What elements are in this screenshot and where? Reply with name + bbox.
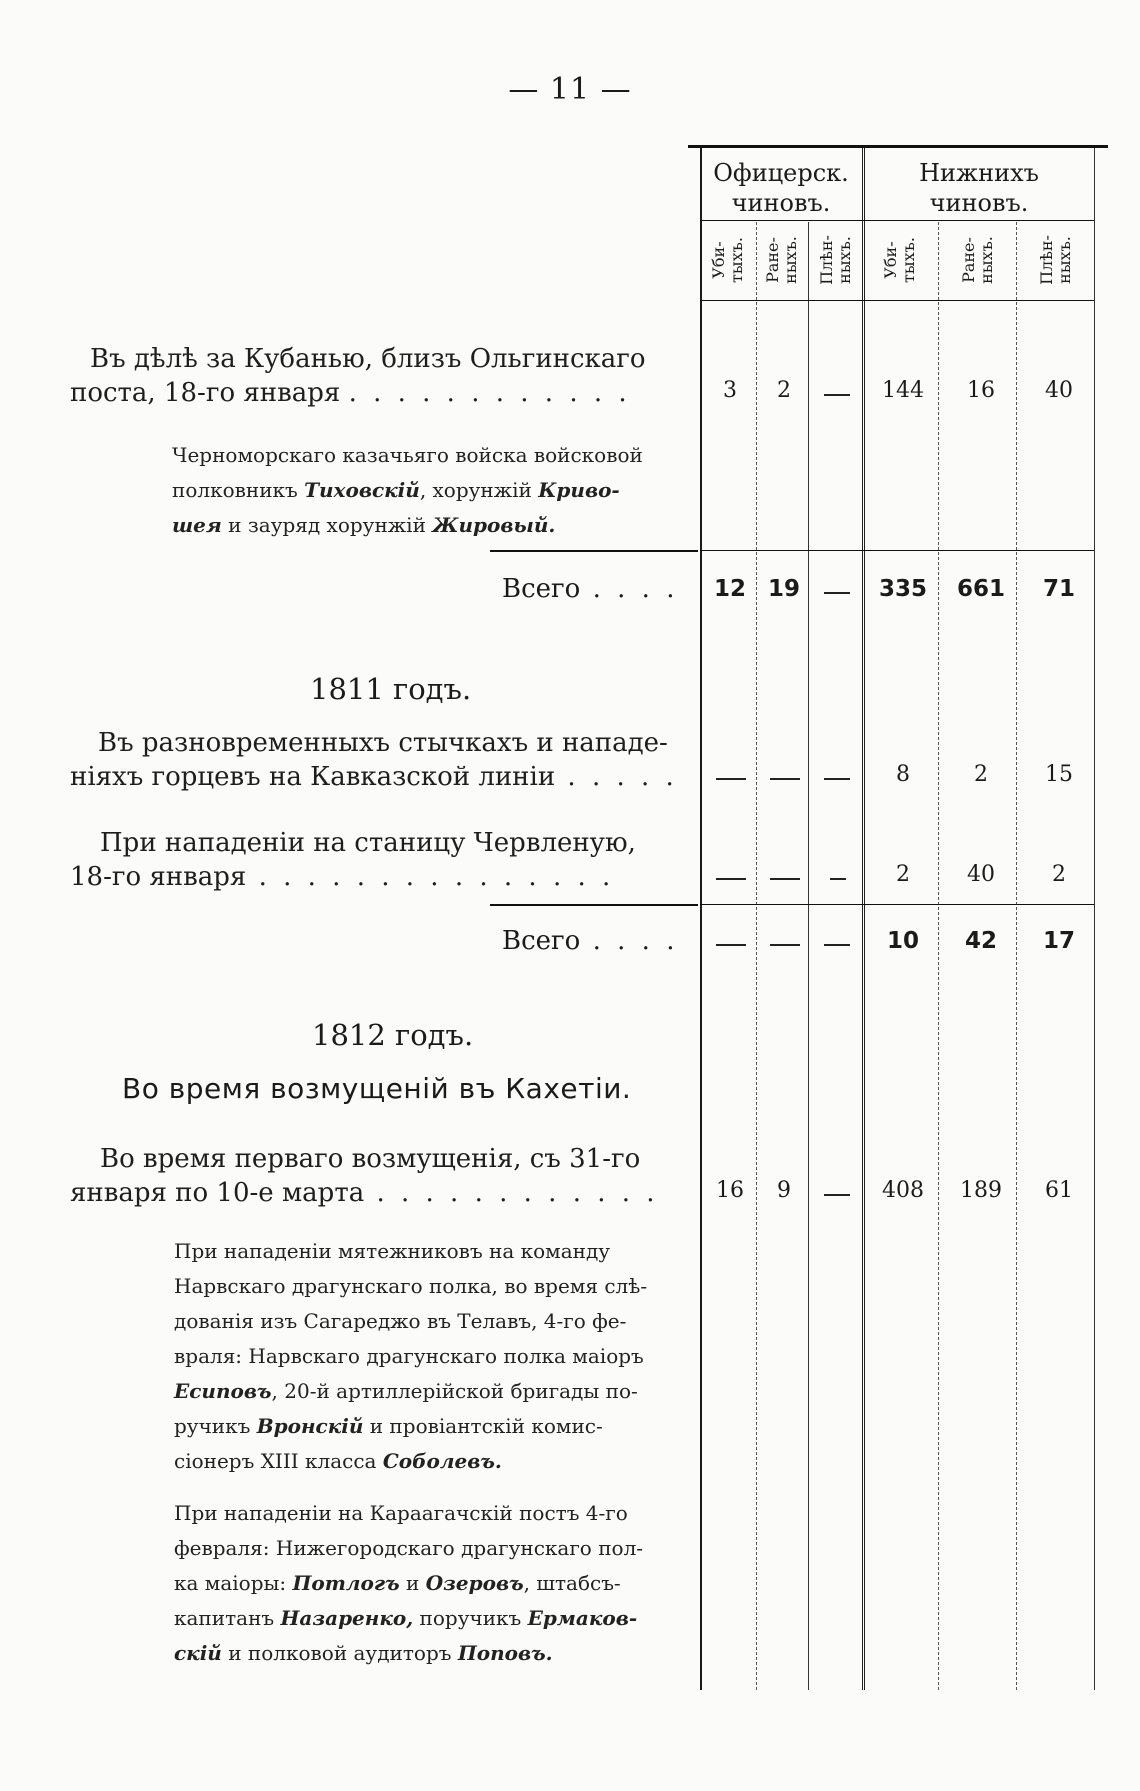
note-karaagach-post <box>174 1496 694 1671</box>
s3-lower-captured: 2 <box>1052 862 1066 887</box>
header-officers: Офицерск. чиновъ. <box>713 159 849 217</box>
note1-line1: Черноморскаго казачьяго войска войсковой <box>172 443 643 467</box>
total2-officers-killed-dash <box>716 944 746 946</box>
total1-lower-killed: 335 <box>878 576 927 602</box>
note2-line2: Нарвскаго драгунскаго полка, во время слѣ- <box>174 1274 648 1298</box>
col-divider-4 <box>938 222 939 1690</box>
total2-lower-killed: 10 <box>886 928 919 954</box>
total1-lower-wounded: 661 <box>956 576 1005 602</box>
note2-line4: враля: Нарвскаго драгунскаго полка маіоръ <box>174 1344 644 1368</box>
s3-officers-captured-dash <box>830 878 846 880</box>
col-header-lower-captured: Плѣн-ныхъ. <box>1037 235 1074 285</box>
note2-line1: При нападеніи мятежниковъ на команду <box>174 1239 611 1263</box>
entry-first-uprising-line2: января по 10-е марта . . . . . . . . . . . . <box>70 1178 659 1208</box>
col-divider-5 <box>1016 222 1017 1690</box>
s3-officers-wounded-dash <box>770 878 800 880</box>
s4-lower-captured: 61 <box>1045 1178 1073 1203</box>
s4-officers-wounded: 9 <box>777 1178 791 1203</box>
name-nazarenko: Назаренко, <box>280 1606 414 1630</box>
s4-officers-captured-dash <box>824 1194 850 1196</box>
s2-officers-wounded-dash <box>770 778 800 780</box>
total2-lower-captured: 17 <box>1042 928 1075 954</box>
dot-leader: . . . . . . . . . . . . <box>348 378 631 408</box>
note3-line4: капитанъ Назаренко, поручикъ Ермаков- <box>174 1606 638 1630</box>
s2-lower-captured: 15 <box>1045 762 1073 787</box>
s1-lower-killed: 144 <box>882 378 924 403</box>
note2-line7: сіонеръ XIII класса Соболевъ. <box>174 1449 502 1473</box>
note3-line5: скій и полковой аудиторъ Поповъ. <box>174 1641 553 1665</box>
s2-lower-killed: 8 <box>896 762 910 787</box>
total1-officers-killed: 12 <box>713 576 746 602</box>
total1-officers-captured-dash <box>824 592 850 594</box>
col-header-lower-killed: Уби-тыхъ. <box>881 237 918 283</box>
entry-first-uprising-line1: Во время перваго возмущенія, съ 31-го <box>100 1144 641 1174</box>
subtotal-rule-2-table <box>700 904 1094 905</box>
total2-officers-wounded-dash <box>770 944 800 946</box>
entry-kuban-line1: Въ дѣлѣ за Кубанью, близъ Ольгинскаго <box>90 344 646 374</box>
note2-line6: ручикъ Вронскій и провіантскій комис- <box>174 1414 603 1438</box>
name-zhirovy: Жировый. <box>432 513 556 537</box>
s2-lower-wounded: 2 <box>974 762 988 787</box>
s3-lower-killed: 2 <box>896 862 910 887</box>
name-ermakovsky: Ермаков- <box>527 1606 638 1630</box>
col-header-officers-captured: Плѣн-ныхъ. <box>817 235 854 285</box>
entry-skirmishes-line1: Въ разновременныхъ стычкахъ и нападе- <box>98 728 668 758</box>
name-vronsky: Вронскій <box>256 1414 364 1438</box>
name-ozerov: Озеровъ <box>425 1571 524 1595</box>
note1-line2: полковникъ Тиховскій, хорунжій Криво- <box>172 478 620 502</box>
s4-lower-killed: 408 <box>882 1178 924 1203</box>
year-1812-heading: 1812 годъ. <box>312 1018 474 1052</box>
col-divider-1 <box>756 222 757 1690</box>
col-divider-2 <box>808 222 809 1690</box>
col-header-lower-wounded: Ране-ныхъ. <box>959 236 996 284</box>
header-lower-ranks: Нижнихъ чиновъ. <box>919 159 1039 217</box>
year-1811-heading: 1811 годъ. <box>310 672 472 706</box>
name-esipov: Есиповъ <box>174 1379 272 1403</box>
note-narva-regiment <box>174 1234 694 1479</box>
name-krivosheya: Криво- <box>538 478 620 502</box>
total1-label: Всего . . . . <box>502 574 679 604</box>
total1-lower-captured: 71 <box>1042 576 1075 602</box>
entry-skirmishes-line2: ніяхъ горцевъ на Кавказской линіи . . . . . <box>70 762 678 792</box>
total2-label: Всего . . . . <box>502 926 679 956</box>
subtotal-rule-1-table <box>700 550 1094 551</box>
entry-chervlenaya-line1: При нападеніи на станицу Червленую, <box>100 828 636 858</box>
note3-line1: При нападеніи на Караагачскій постъ 4-го <box>174 1501 628 1525</box>
name-potlog: Потлогъ <box>292 1571 400 1595</box>
note3-line3: ка маіоры: Потлогъ и Озеровъ, штабсъ- <box>174 1571 621 1595</box>
col-header-officers-wounded: Ране-ныхъ. <box>763 236 800 284</box>
total1-officers-wounded: 19 <box>767 576 800 602</box>
note2-line5: Есиповъ, 20-й артиллерійской бригады по- <box>174 1379 638 1403</box>
entry-kuban-line2 <box>70 376 631 410</box>
s1-officers-captured-dash <box>824 394 850 396</box>
note2-line3: дованія изъ Сагареджо въ Телавъ, 4-го фе- <box>174 1309 627 1333</box>
s3-officers-killed-dash <box>716 878 746 880</box>
group-divider <box>862 148 865 1690</box>
name-popov: Поповъ. <box>457 1641 553 1665</box>
total2-lower-wounded: 42 <box>964 928 997 954</box>
s1-officers-wounded: 2 <box>777 378 791 403</box>
s3-lower-wounded: 40 <box>967 862 995 887</box>
entry-kuban-date: поста, 18-го января <box>70 378 341 408</box>
table-top-rule <box>688 145 1108 148</box>
s1-lower-wounded: 16 <box>967 378 995 403</box>
total2-officers-captured-dash <box>824 944 850 946</box>
note-chernomorsky <box>172 438 692 543</box>
name-sobolev: Соболевъ. <box>382 1449 502 1473</box>
s1-lower-captured: 40 <box>1045 378 1073 403</box>
note3-line2: февраля: Нижегородскаго драгунскаго пол- <box>174 1536 644 1560</box>
note1-line3: шея и зауряд хорунжій Жировый. <box>172 513 556 537</box>
table-right-border <box>1094 148 1095 1690</box>
table-left-border <box>700 148 702 1690</box>
s2-officers-captured-dash <box>824 778 850 780</box>
entry-chervlenaya-line2: 18-го января . . . . . . . . . . . . . . . <box>70 862 615 892</box>
subtotal-rule-2 <box>490 904 698 906</box>
s4-lower-wounded: 189 <box>960 1178 1002 1203</box>
page-number: — 11 — <box>508 72 632 107</box>
subtotal-rule-1 <box>490 550 698 552</box>
name-tikhovsky: Тиховскій <box>304 478 420 502</box>
s4-officers-killed: 16 <box>716 1178 744 1203</box>
header-bottom-rule <box>700 300 1094 301</box>
col-header-officers-killed: Уби-тыхъ. <box>709 237 746 283</box>
kakheti-heading: Во время возмущеній въ Кахетіи. <box>122 1072 632 1105</box>
s2-officers-killed-dash <box>716 778 746 780</box>
s1-officers-killed: 3 <box>723 378 737 403</box>
